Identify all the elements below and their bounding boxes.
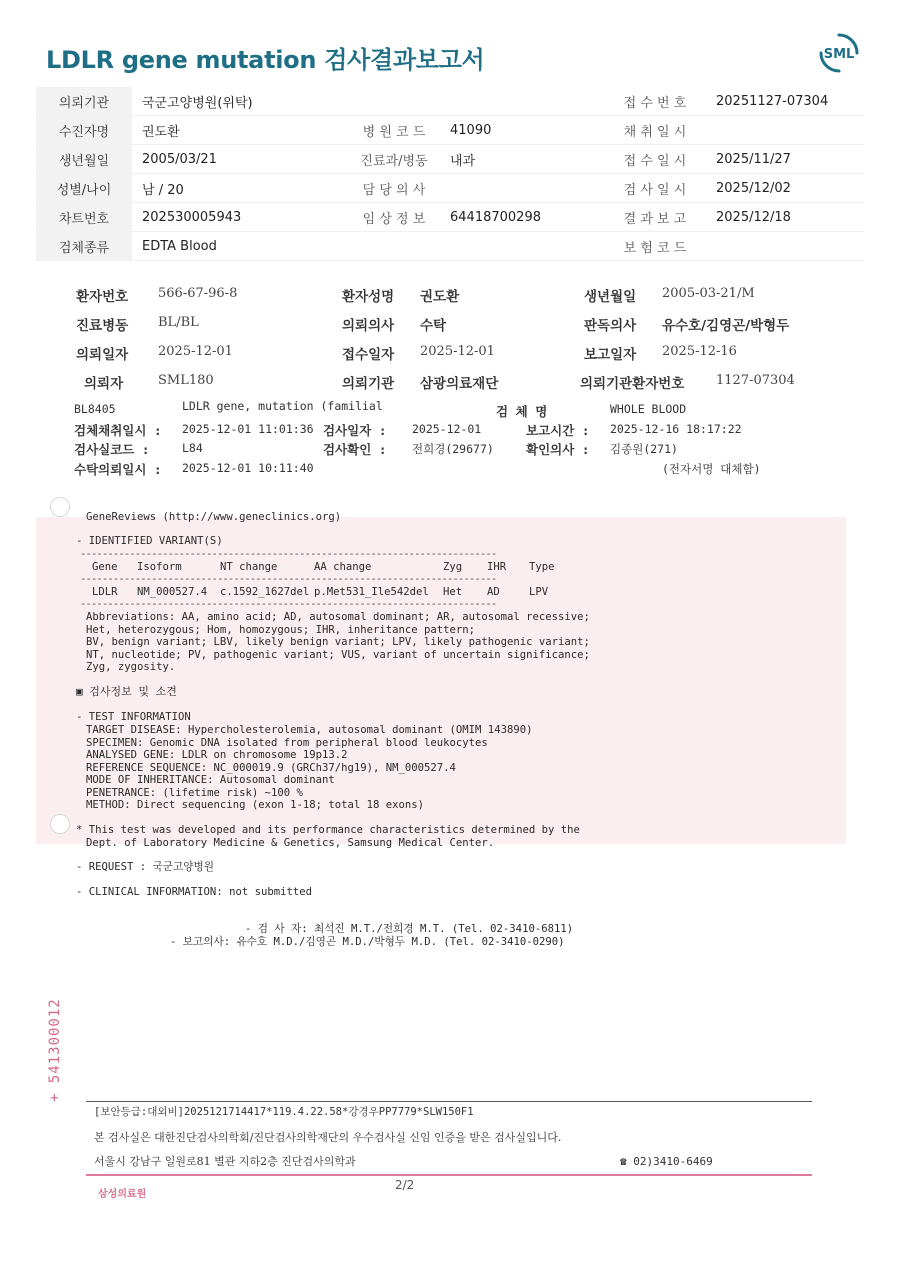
value-patient-name-2: 권도환 [420,289,460,305]
label-patient-no: 환자번호 [76,289,129,305]
value-requesting-doctor: 수탁 [420,318,447,334]
value-test-date: 2025/12/02 [706,174,864,203]
label-test-day: 검사일자 : [323,423,387,438]
dash-line: ---------------------------------------------------------------------------- [80,548,497,560]
value-req-institution: 삼광의료재단 [420,376,499,392]
value-confirm-doctor: 김종원(271) [610,442,678,456]
label-specimen-name: 검 체 명 [496,404,548,419]
col-ihr: IHR [487,561,507,573]
label-confirm-doctor: 확인의사 : [526,442,590,457]
label-department: 진료과/병동 [348,145,440,174]
label-birth-date: 생년월일 [36,145,132,174]
cell-isoform: NM_000527.4 [137,586,208,598]
col-aa-change: AA change [314,561,372,573]
test-info-line: MODE OF INHERITANCE: Autosomal dominant [86,774,335,786]
dash-line: ---------------------------------------------------------------------------- [80,573,497,585]
cell-aa-change: p.Met531_Ile542del [314,586,429,598]
logo-text: SML [823,47,855,62]
section-heading: ▣ 검사정보 및 소견 [76,685,177,698]
label-result-report: 결 과 보 고 [604,203,706,232]
value-inst-patient-no: 1127-07304 [716,373,795,388]
value-reading-doctor: 유수호/김영곤/박형두 [662,318,790,334]
test-info-line: METHOD: Direct sequencing (exon 1-18; total 18 exons) [86,799,425,811]
label-report-date: 보고일자 [584,347,637,363]
label-chart-number: 차트번호 [36,203,132,232]
variant-heading: - IDENTIFIED VARIANT(S) [76,535,223,547]
label-physician: 담 당 의 사 [348,174,440,203]
test-info-line: REFERENCE SEQUENCE: NC_000019.9 (GRCh37/hg19), NM_000527.4 [86,762,456,774]
signature-reporter: - 보고의사: 유수호 M.D./김영곤 M.D./박형두 M.D. (Tel. 02-3410-0290) [170,936,565,948]
label-collection-time: 채 취 일 시 [604,116,706,145]
value-physician [440,174,604,203]
cell-ihr: AD [487,586,500,598]
label-test-confirm: 검사확인 : [323,442,387,457]
value-collection-time [706,116,864,145]
label-report-time: 보고시간 : [526,423,590,438]
value-collection-datetime: 2025-12-01 11:01:36 [182,422,314,436]
page-number: 2/2 [395,1178,415,1192]
header-row [36,145,864,174]
value-specimen-type: EDTA Blood [132,232,604,261]
header-row [36,116,864,145]
value-requester: SML180 [158,373,214,388]
electronic-signature-note: (전자서명 대체함) [662,462,761,476]
value-test-day: 2025-12-01 [412,422,482,436]
label-receipt-date-2: 접수일자 [342,347,395,363]
sml-logo [818,32,860,74]
label-birthdate-2: 생년월일 [584,289,637,305]
serial-text: + 541300012 [47,998,63,1102]
value-report-time: 2025-12-16 18:17:22 [610,422,742,436]
test-info-line: TARGET DISEASE: Hypercholesterolemia, autosomal dominant (OMIM 143890) [86,724,533,736]
label-test-date: 검 사 일 시 [604,174,706,203]
label-clinical-info: 임 상 정 보 [348,203,440,232]
test-code: BL8405 [74,402,116,416]
label-hospital-code: 병 원 코 드 [348,116,440,145]
abbreviations-line: Abbreviations: AA, amino acid; AD, autosomal dominant; AR, autosomal recessive; [86,611,590,623]
value-receipt-number: 20251127-07304 [706,87,864,116]
label-specimen-type: 검체종류 [36,232,132,261]
label-receipt-number: 접 수 번 호 [604,87,706,116]
col-zyg: Zyg [443,561,463,573]
signature-tester: - 검 사 자: 최석진 M.T./전희경 M.T. (Tel. 02-3410-6811) [245,923,574,935]
value-request-date: 2025-12-01 [158,344,233,359]
value-clinical-info: 64418700298 [440,203,604,232]
cell-zyg: Het [443,586,463,598]
test-info-line: SPECIMEN: Genomic DNA isolated from peripheral blood leukocytes [86,737,488,749]
report-title: LDLR gene mutation 검사결과보고서 [46,46,485,74]
label-req-institution: 의뢰기관 [342,376,395,392]
label-requester: 의뢰자 [84,376,124,392]
value-birthdate-2: 2005-03-21/M [662,286,755,301]
abbreviations-line: Het, heterozygous; Hom, homozygous; IHR, inheritance pattern; [86,624,476,636]
abbreviations-line: NT, nucleotide; PV, pathogenic variant; VUS, variant of uncertain significance; [86,649,590,661]
label-insurance-code: 보 험 코 드 [604,232,706,261]
clinical-info-line: - CLINICAL INFORMATION: not submitted [76,886,312,898]
label-requesting-institution: 의뢰기관 [36,87,132,116]
value-test-confirm: 전희경(29677) [412,442,494,456]
value-receipt-date: 2025/11/27 [706,145,864,174]
label-request-datetime: 수탁의뢰일시 : [74,462,162,477]
value-ward: BL/BL [158,315,199,330]
value-patient-no: 566-67-96-8 [158,286,238,301]
value-sex-age: 남 / 20 [132,174,348,203]
request-line: - REQUEST : 국군고양병원 [76,861,214,873]
certification-line: 본 검사실은 대한진단검사의학회/진단검사의학재단의 우수검사실 신임 인증을 받은 검사실입니다. [94,1131,562,1144]
label-patient-name-2: 환자성명 [342,289,395,305]
header-row [36,87,864,116]
col-nt-change: NT change [220,561,278,573]
cell-type: LPV [529,586,549,598]
label-patient-name: 수진자명 [36,116,132,145]
side-serial-number [38,985,68,1105]
label-sex-age: 성별/나이 [36,174,132,203]
label-receipt-date: 접 수 일 시 [604,145,706,174]
abbreviations-line: BV, benign variant; LBV, likely benign variant; LPV, likely pathogenic variant; [86,636,590,648]
disclaimer-line: * This test was developed and its performance characteristics determined by the [76,824,580,836]
phone-line: ☎ 02)3410-6469 [620,1155,713,1168]
value-hospital-code: 41090 [440,116,604,145]
address-line: 서울시 강남구 일원로81 별관 지하2층 진단검사의학과 [94,1155,356,1168]
footer-top-rule [86,1101,812,1102]
disclaimer-line: Dept. of Laboratory Medicine & Genetics, Samsung Medical Center. [86,837,495,849]
value-report-date: 2025-12-16 [662,344,737,359]
value-request-datetime: 2025-12-01 10:11:40 [182,461,314,475]
security-line: [보안등급:대외비]2025121714417*119.4.22.58*강경우PP7779*SLW150F1 [94,1106,474,1118]
label-requesting-doctor: 의뢰의사 [342,318,395,334]
test-name: LDLR gene, mutation (familial [182,399,383,413]
brand-mark: 삼성의료원 [98,1189,147,1200]
dash-line: ---------------------------------------------------------------------------- [80,598,497,610]
header-info-table [36,87,864,261]
value-insurance-code [706,232,864,261]
genereviews-line: GeneReviews (http://www.geneclinics.org) [86,511,342,523]
value-chart-number: 202530005943 [132,203,348,232]
value-receipt-date-2: 2025-12-01 [420,344,495,359]
label-reading-doctor: 판독의사 [584,318,637,334]
value-patient-name: 권도환 [132,116,348,145]
label-ward: 진료병동 [76,318,129,334]
test-info-line: PENETRANCE: (lifetime risk) ~100 % [86,787,303,799]
col-type: Type [529,561,555,573]
cell-gene: LDLR [92,586,118,598]
label-lab-code: 검사실코드 : [74,442,150,457]
value-specimen-name: WHOLE BLOOD [610,402,687,416]
footer-pink-rule [86,1174,812,1176]
value-result-report: 2025/12/18 [706,203,864,232]
value-lab-code: L84 [182,441,203,455]
col-gene: Gene [92,561,118,573]
header-row [36,174,864,203]
test-info-heading: - TEST INFORMATION [76,711,191,723]
header-row [36,203,864,232]
label-inst-patient-no: 의뢰기관환자번호 [580,376,685,392]
punch-hole [50,814,70,834]
header-row [36,232,864,261]
label-request-date: 의뢰일자 [76,347,129,363]
label-collection-datetime: 검체채취일시 : [74,423,162,438]
cell-nt-change: c.1592_1627del [220,586,310,598]
col-isoform: Isoform [137,561,182,573]
value-requesting-institution: 국군고양병원(위탁) [132,87,604,116]
abbreviations-line: Zyg, zygosity. [86,661,176,673]
value-department: 내과 [440,145,604,174]
test-info-line: ANALYSED GENE: LDLR on chromosome 19p13.2 [86,749,348,761]
punch-hole [50,497,70,517]
value-birth-date: 2005/03/21 [132,145,348,174]
